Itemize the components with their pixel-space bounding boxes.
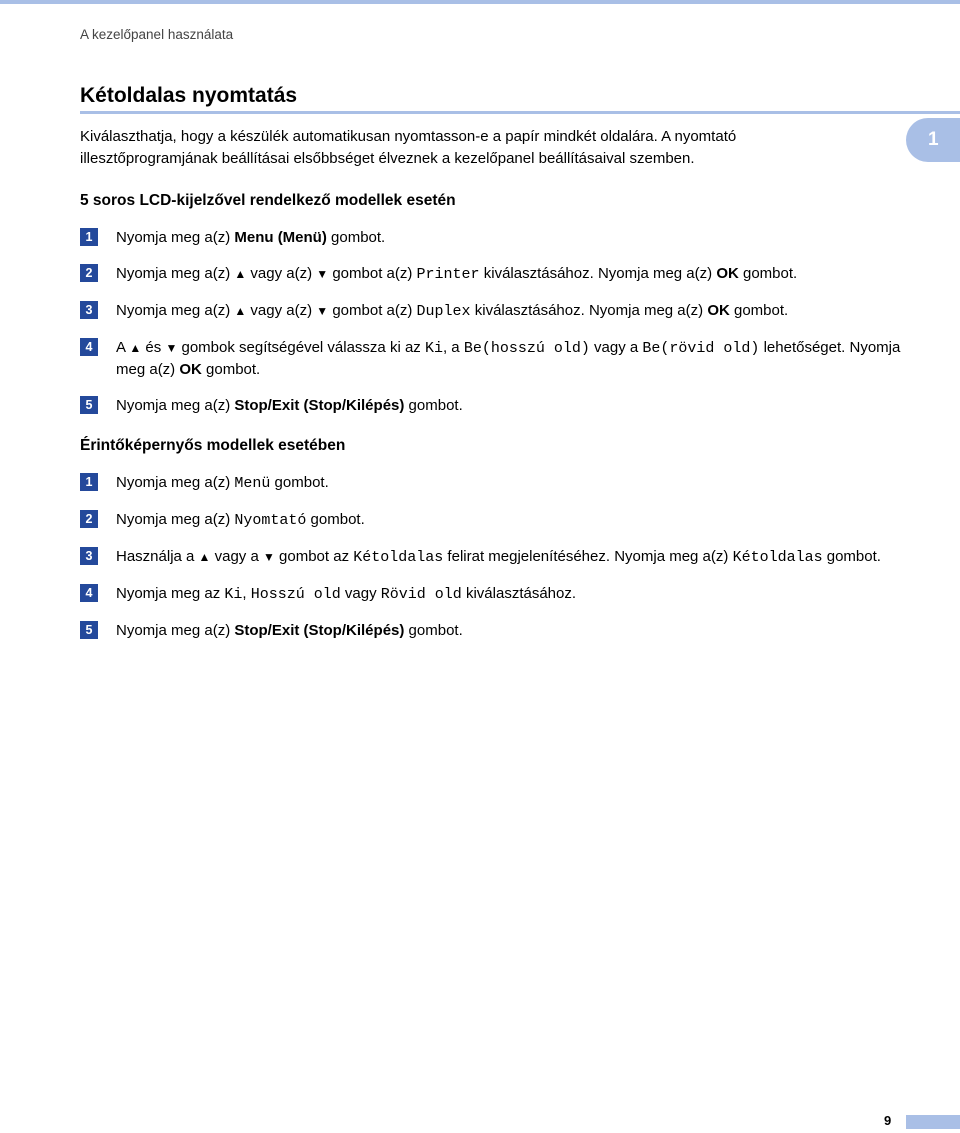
lcd-text: Be(hosszú old)	[463, 340, 590, 357]
key-label: Stop/Exit (Stop/Kilépés)	[234, 622, 405, 639]
step-item	[80, 509, 930, 531]
steps-touchscreen	[80, 472, 930, 656]
step-text: gombot.	[201, 361, 261, 378]
lcd-text: Nyomtató	[234, 512, 307, 529]
lcd-text: Printer	[416, 266, 480, 283]
step-text: gombot a(z)	[328, 302, 417, 319]
up-arrow-icon: ▲	[198, 550, 211, 564]
lcd-text: Menü	[234, 475, 271, 492]
step-item	[80, 472, 930, 494]
step-text: vagy a	[589, 339, 643, 356]
step-number-badge: 3	[80, 547, 98, 565]
step-number-badge: 5	[80, 396, 98, 414]
step-text: lehetőséget. Nyomja meg a(z)	[116, 339, 901, 378]
lcd-text: Kétoldalas	[732, 549, 823, 566]
step-text: A	[116, 339, 130, 356]
step-text: gombot az	[274, 548, 354, 565]
step-text: gombot.	[729, 302, 789, 319]
step-item	[80, 546, 930, 568]
lcd-text: Kétoldalas	[353, 549, 444, 566]
down-arrow-icon: ▼	[316, 267, 329, 281]
up-arrow-icon: ▲	[234, 267, 247, 281]
page-title: Kétoldalas nyomtatás	[80, 84, 298, 107]
step-number-badge: 4	[80, 584, 98, 602]
step-number-badge: 1	[80, 473, 98, 491]
step-text: gombot a(z)	[328, 265, 417, 282]
title-rule	[80, 111, 960, 114]
chapter-tab: 1	[906, 118, 960, 162]
step-number-badge: 5	[80, 621, 98, 639]
step-text: , a	[442, 339, 464, 356]
intro-paragraph: Kiválaszthatja, hogy a készülék automatikusan nyomtasson-e a papír mindkét oldalára. A nyomtató illesztőprogramjának beállításai elsőbbséget élveznek a kezelőpanel beállításaival szemben.	[80, 128, 737, 167]
lcd-text: Rövid old	[380, 586, 462, 603]
step-number-badge: 4	[80, 338, 98, 356]
step-item	[80, 337, 930, 380]
step-text: vagy a	[210, 548, 263, 565]
step-item	[80, 263, 930, 285]
step-text: Nyomja meg a(z)	[116, 622, 235, 639]
step-text: gombot.	[326, 229, 386, 246]
step-text: gombot.	[738, 265, 798, 282]
step-text: Nyomja meg a(z)	[116, 511, 235, 528]
step-text: vagy a(z)	[246, 265, 317, 282]
section-heading-touch: Érintőképernyős modellek esetében	[80, 437, 346, 454]
key-label: Menu (Menü)	[234, 229, 327, 246]
step-text: gombok segítségével válassza ki az	[177, 339, 425, 356]
section-heading-lcd: 5 soros LCD-kijelzővel rendelkező modellek esetén	[80, 192, 456, 209]
step-item	[80, 395, 930, 416]
step-item	[80, 227, 930, 248]
step-text: Nyomja meg a(z)	[116, 302, 235, 319]
step-text: gombot.	[306, 511, 365, 528]
page-number-bar	[906, 1115, 960, 1129]
step-number-badge: 3	[80, 301, 98, 319]
step-text: gombot.	[270, 474, 329, 491]
step-text: Nyomja meg a(z)	[116, 474, 235, 491]
step-text: Nyomja meg a(z)	[116, 229, 235, 246]
down-arrow-icon: ▼	[262, 550, 275, 564]
up-arrow-icon: ▲	[129, 341, 142, 355]
lcd-text: Hosszú old	[250, 586, 341, 603]
top-rule	[0, 0, 960, 4]
step-text: Nyomja meg a(z)	[116, 265, 235, 282]
page-number: 9	[884, 1113, 892, 1128]
step-text: felirat megjelenítéséhez. Nyomja meg a(z)	[443, 548, 733, 565]
key-label: Stop/Exit (Stop/Kilépés)	[234, 397, 405, 414]
step-text: vagy a(z)	[246, 302, 317, 319]
key-label: OK	[707, 302, 730, 319]
step-text: ,	[242, 585, 251, 602]
step-text: gombot.	[822, 548, 881, 565]
step-text: Nyomja meg az	[116, 585, 225, 602]
step-text: Nyomja meg a(z)	[116, 397, 235, 414]
running-header: A kezelőpanel használata	[80, 27, 234, 42]
lcd-text: Ki	[224, 586, 243, 603]
step-text: vagy	[340, 585, 381, 602]
step-item	[80, 620, 930, 641]
lcd-text: Be(rövid old)	[642, 340, 760, 357]
step-text: kiválasztásához.	[461, 585, 577, 602]
step-item	[80, 300, 930, 322]
step-text: kiválasztásához. Nyomja meg a(z)	[470, 302, 708, 319]
lcd-text: Ki	[424, 340, 443, 357]
key-label: OK	[716, 265, 739, 282]
step-text: gombot.	[404, 397, 463, 414]
step-text: gombot.	[404, 622, 463, 639]
down-arrow-icon: ▼	[316, 304, 329, 318]
down-arrow-icon: ▼	[165, 341, 178, 355]
step-number-badge: 2	[80, 264, 98, 282]
steps-lcd	[80, 227, 930, 431]
lcd-text: Duplex	[416, 303, 471, 320]
step-text: és	[141, 339, 166, 356]
step-number-badge: 2	[80, 510, 98, 528]
step-item	[80, 583, 930, 605]
key-label: OK	[179, 361, 202, 378]
step-text: Használja a	[116, 548, 199, 565]
step-text: kiválasztásához. Nyomja meg a(z)	[479, 265, 717, 282]
up-arrow-icon: ▲	[234, 304, 247, 318]
step-number-badge: 1	[80, 228, 98, 246]
